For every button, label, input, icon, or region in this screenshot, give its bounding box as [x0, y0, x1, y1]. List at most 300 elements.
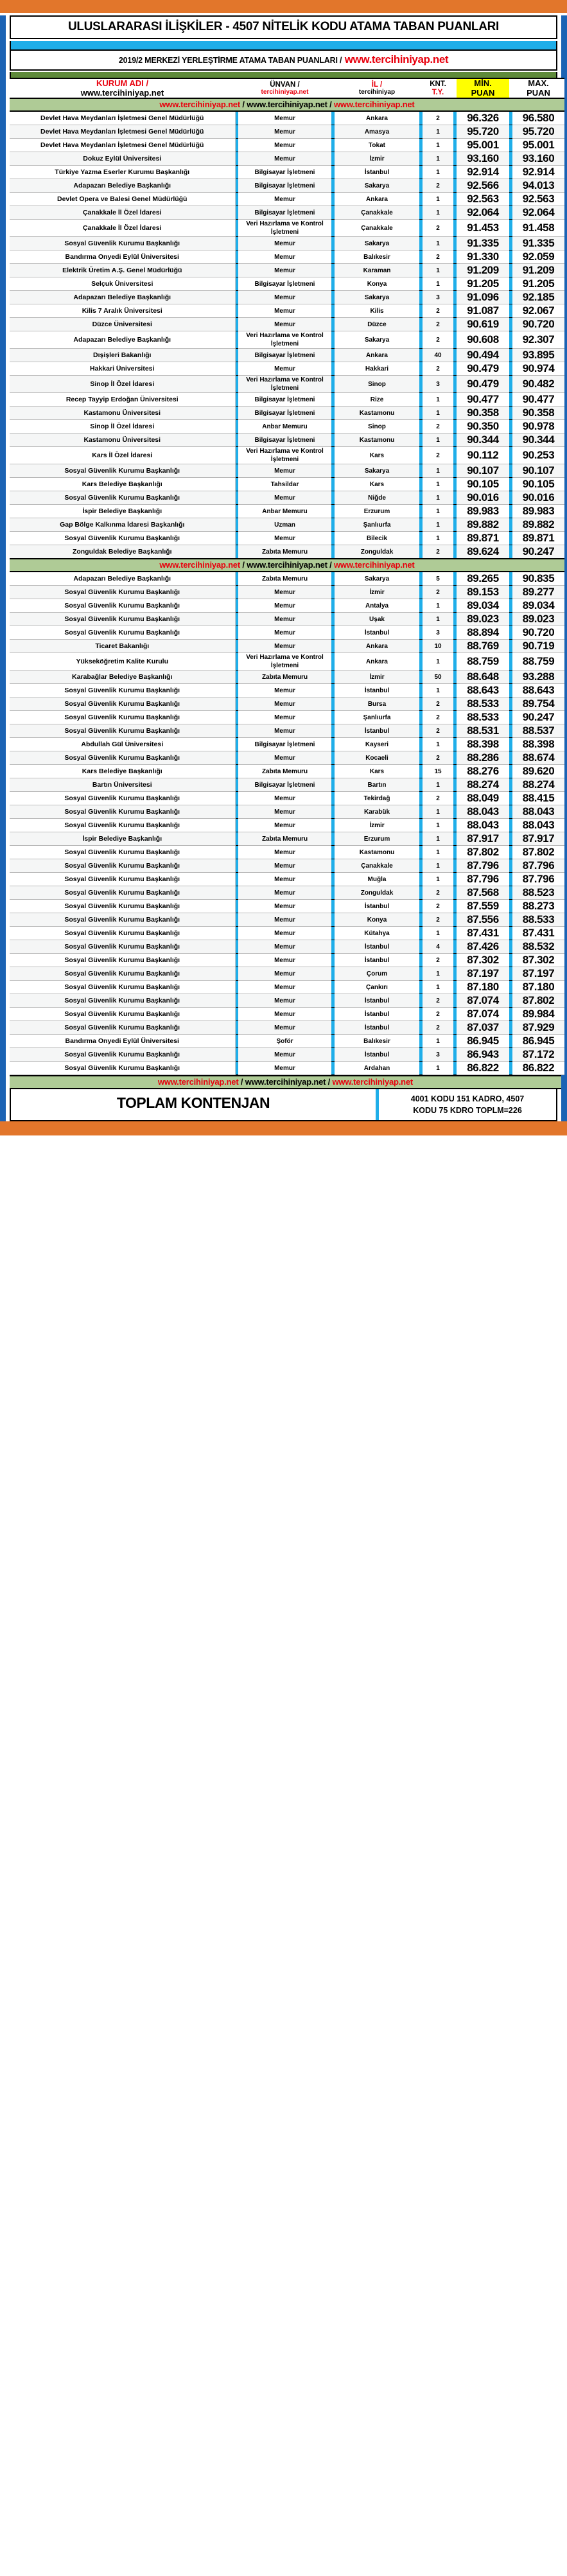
- cell-kurum: Sosyal Güvenlik Kurumu Başkanlığı: [10, 792, 235, 805]
- cell-kontenjan: 2: [423, 331, 453, 349]
- table-row[interactable]: [10, 994, 564, 1008]
- cell-kontenjan: 1: [423, 684, 453, 697]
- cell-min-puan: 87.302: [457, 954, 509, 967]
- ad-sep-1: /: [240, 100, 247, 110]
- cell-min-puan: 92.563: [457, 193, 509, 206]
- table-row[interactable]: [10, 125, 564, 139]
- cell-unvan: Memur: [238, 994, 331, 1008]
- table-row[interactable]: [10, 464, 564, 478]
- table-row[interactable]: [10, 331, 564, 349]
- content-frame: [0, 15, 567, 1121]
- cell-kontenjan: 15: [423, 765, 453, 778]
- table-row[interactable]: [10, 250, 564, 264]
- cell-unvan: Veri Hazırlama ve Kontrol İşletmeni: [238, 220, 331, 237]
- cell-il: Kütahya: [335, 927, 419, 940]
- cell-unvan: Memur: [238, 1008, 331, 1021]
- table-row[interactable]: [10, 152, 564, 166]
- table-row[interactable]: [10, 349, 564, 362]
- cell-min-puan: 88.043: [457, 819, 509, 832]
- cell-max-puan: 93.895: [512, 349, 564, 362]
- table-row[interactable]: [10, 532, 564, 545]
- cell-kurum: Sosyal Güvenlik Kurumu Başkanlığı: [10, 805, 235, 819]
- cell-unvan: Bilgisayar İşletmeni: [238, 277, 331, 291]
- cell-min-puan: 88.759: [457, 653, 509, 670]
- cell-min-puan: 90.479: [457, 376, 509, 393]
- col-header-min-puan: [457, 78, 509, 98]
- cell-kurum: Karabağlar Belediye Başkanlığı: [10, 670, 235, 684]
- table-row[interactable]: [10, 792, 564, 805]
- cell-il: İzmir: [335, 152, 419, 166]
- table-row[interactable]: [10, 220, 564, 237]
- table-row[interactable]: [10, 1062, 564, 1075]
- cell-max-puan: 95.001: [512, 139, 564, 152]
- cell-max-puan: 87.917: [512, 832, 564, 846]
- cell-kurum: Sosyal Güvenlik Kurumu Başkanlığı: [10, 724, 235, 738]
- table-row[interactable]: [10, 491, 564, 505]
- table-row[interactable]: [10, 613, 564, 626]
- cell-unvan: Memur: [238, 711, 331, 724]
- table-row[interactable]: [10, 724, 564, 738]
- cell-unvan: Memur: [238, 913, 331, 927]
- cell-kurum: Elektrik Üretim A.Ş. Genel Müdürlüğü: [10, 264, 235, 277]
- cell-max-puan: 87.929: [512, 1021, 564, 1035]
- col-header-unvan: [238, 78, 331, 98]
- table-row[interactable]: [10, 166, 564, 179]
- table-row[interactable]: [10, 318, 564, 331]
- cell-max-puan: 92.059: [512, 250, 564, 264]
- cell-kurum: Sosyal Güvenlik Kurumu Başkanlığı: [10, 981, 235, 994]
- cell-min-puan: 90.350: [457, 420, 509, 434]
- cell-kontenjan: 3: [423, 626, 453, 640]
- cell-max-puan: 87.802: [512, 846, 564, 859]
- cell-kontenjan: 2: [423, 111, 453, 125]
- cell-unvan: Memur: [238, 599, 331, 613]
- cell-il: Sakarya: [335, 464, 419, 478]
- cell-max-puan: 89.882: [512, 518, 564, 532]
- ad-link-2[interactable]: www.tercihiniyap.net: [247, 560, 327, 570]
- cell-min-puan: 90.344: [457, 434, 509, 447]
- cell-max-puan: 89.023: [512, 613, 564, 626]
- cell-max-puan: 87.431: [512, 927, 564, 940]
- cell-kurum: Yükseköğretim Kalite Kurulu: [10, 653, 235, 670]
- cell-il: Kocaeli: [335, 751, 419, 765]
- cell-unvan: Bilgisayar İşletmeni: [238, 393, 331, 407]
- cell-max-puan: 89.983: [512, 505, 564, 518]
- cell-kurum: Devlet Hava Meydanları İşletmesi Genel Müdürlüğü: [10, 111, 235, 125]
- table-row[interactable]: [10, 393, 564, 407]
- cell-unvan: Veri Hazırlama ve Kontrol İşletmeni: [238, 653, 331, 670]
- table-row[interactable]: [10, 179, 564, 193]
- ad-banner-row: [10, 1076, 561, 1089]
- cell-kontenjan: 4: [423, 940, 453, 954]
- col-header-unvan-line1: ÜNVAN /: [270, 80, 300, 89]
- table-row[interactable]: [10, 407, 564, 420]
- cell-kurum: Türkiye Yazma Eserler Kurumu Başkanlığı: [10, 166, 235, 179]
- cell-kurum: Zonguldak Belediye Başkanlığı: [10, 545, 235, 559]
- col-header-kurum-line2: www.tercihiniyap.net: [80, 87, 164, 98]
- table-row[interactable]: [10, 1035, 564, 1048]
- cell-min-puan: 87.556: [457, 913, 509, 927]
- cell-kurum: Devlet Opera ve Balesi Genel Müdürlüğü: [10, 193, 235, 206]
- cell-min-puan: 91.330: [457, 250, 509, 264]
- cell-unvan: Memur: [238, 873, 331, 886]
- cell-unvan: Tahsildar: [238, 478, 331, 491]
- table-row[interactable]: [10, 586, 564, 599]
- table-row[interactable]: [10, 626, 564, 640]
- cell-unvan: Anbar Memuru: [238, 420, 331, 434]
- cell-kurum: Sosyal Güvenlik Kurumu Başkanlığı: [10, 927, 235, 940]
- cell-min-puan: 90.107: [457, 464, 509, 478]
- cell-unvan: Memur: [238, 491, 331, 505]
- table-row[interactable]: [10, 954, 564, 967]
- cell-unvan: Memur: [238, 1062, 331, 1075]
- footer-banner-table: [10, 1075, 561, 1089]
- table-row[interactable]: [10, 277, 564, 291]
- table-body: [10, 98, 564, 1075]
- table-header-row: [10, 78, 564, 98]
- cell-min-puan: 87.917: [457, 832, 509, 846]
- table-row[interactable]: [10, 846, 564, 859]
- cell-il: İstanbul: [335, 994, 419, 1008]
- col-header-max-line1: MAX.: [528, 78, 549, 88]
- cell-il: İstanbul: [335, 684, 419, 697]
- cell-max-puan: 86.822: [512, 1062, 564, 1075]
- cell-kontenjan: 1: [423, 237, 453, 250]
- ad-link-3[interactable]: www.tercihiniyap.net: [332, 1077, 414, 1087]
- cell-kontenjan: 1: [423, 738, 453, 751]
- cell-il: Kastamonu: [335, 846, 419, 859]
- cell-max-puan: 88.043: [512, 819, 564, 832]
- cell-unvan: Memur: [238, 967, 331, 981]
- cell-min-puan: 92.914: [457, 166, 509, 179]
- table-row[interactable]: [10, 572, 564, 586]
- cell-kurum: Sosyal Güvenlik Kurumu Başkanlığı: [10, 900, 235, 913]
- cell-unvan: Şoför: [238, 1035, 331, 1048]
- cell-kurum: Sosyal Güvenlik Kurumu Başkanlığı: [10, 954, 235, 967]
- cell-il: Niğde: [335, 491, 419, 505]
- col-header-min-line1: MİN.: [474, 78, 492, 88]
- page-title: [10, 15, 557, 39]
- table-row[interactable]: [10, 967, 564, 981]
- cell-kurum: Bartın Üniversitesi: [10, 778, 235, 792]
- table-row[interactable]: [10, 420, 564, 434]
- cell-min-puan: 91.209: [457, 264, 509, 277]
- cell-kurum: Dokuz Eylül Üniversitesi: [10, 152, 235, 166]
- table-row[interactable]: [10, 886, 564, 900]
- ad-link-1[interactable]: www.tercihiniyap.net: [157, 1077, 239, 1087]
- table-row[interactable]: [10, 434, 564, 447]
- cell-unvan: Bilgisayar İşletmeni: [238, 407, 331, 420]
- cell-max-puan: 96.580: [512, 111, 564, 125]
- table-row[interactable]: [10, 505, 564, 518]
- ad-link-3[interactable]: www.tercihiniyap.net: [334, 560, 415, 570]
- cell-unvan: Memur: [238, 846, 331, 859]
- cell-min-puan: 90.016: [457, 491, 509, 505]
- cell-kontenjan: 1: [423, 407, 453, 420]
- cell-min-puan: 91.087: [457, 304, 509, 318]
- cell-kurum: Sosyal Güvenlik Kurumu Başkanlığı: [10, 586, 235, 599]
- cell-kurum: Adapazarı Belediye Başkanlığı: [10, 291, 235, 304]
- cell-kurum: Selçuk Üniversitesi: [10, 277, 235, 291]
- cell-min-puan: 95.720: [457, 125, 509, 139]
- cell-min-puan: 87.074: [457, 1008, 509, 1021]
- cell-min-puan: 90.608: [457, 331, 509, 349]
- subtitle-site-link[interactable]: www.tercihiniyap.net: [344, 53, 449, 66]
- cell-kurum: Sosyal Güvenlik Kurumu Başkanlığı: [10, 613, 235, 626]
- top-orange-bar: [0, 0, 567, 13]
- cell-il: Kilis: [335, 304, 419, 318]
- cell-unvan: Memur: [238, 362, 331, 376]
- cell-min-puan: 91.453: [457, 220, 509, 237]
- table-row[interactable]: [10, 819, 564, 832]
- ad-sep-1: /: [238, 1077, 245, 1087]
- cell-kurum: Sosyal Güvenlik Kurumu Başkanlığı: [10, 967, 235, 981]
- cell-min-puan: 90.479: [457, 362, 509, 376]
- cell-kurum: Kastamonu Üniversitesi: [10, 407, 235, 420]
- cell-unvan: Memur: [238, 613, 331, 626]
- cell-kurum: Sosyal Güvenlik Kurumu Başkanlığı: [10, 846, 235, 859]
- cell-min-puan: 87.431: [457, 927, 509, 940]
- cell-kurum: Kars Belediye Başkanlığı: [10, 478, 235, 491]
- cell-kontenjan: 1: [423, 1062, 453, 1075]
- cell-max-puan: 87.802: [512, 994, 564, 1008]
- table-row[interactable]: [10, 478, 564, 491]
- cell-il: Ankara: [335, 653, 419, 670]
- cell-unvan: Memur: [238, 125, 331, 139]
- cell-max-puan: 89.277: [512, 586, 564, 599]
- cell-unvan: Memur: [238, 1048, 331, 1062]
- table-row[interactable]: [10, 237, 564, 250]
- ad-link-1[interactable]: www.tercihiniyap.net: [159, 560, 240, 570]
- cell-max-puan: 90.016: [512, 491, 564, 505]
- cell-min-puan: 87.559: [457, 900, 509, 913]
- cell-kontenjan: 2: [423, 220, 453, 237]
- cell-kurum: Bandırma Onyedi Eylül Üniversitesi: [10, 1035, 235, 1048]
- cell-il: İzmir: [335, 819, 419, 832]
- table-row[interactable]: [10, 940, 564, 954]
- cell-kontenjan: 1: [423, 277, 453, 291]
- table-row[interactable]: [10, 765, 564, 778]
- ad-link-2[interactable]: www.tercihiniyap.net: [247, 100, 327, 110]
- cell-max-puan: 88.533: [512, 913, 564, 927]
- col-header-knt-line2: T.Y.: [432, 88, 444, 96]
- table-row[interactable]: [10, 111, 564, 125]
- table-row[interactable]: [10, 832, 564, 846]
- table-row[interactable]: [10, 206, 564, 220]
- table-row[interactable]: [10, 927, 564, 940]
- cell-il: Sakarya: [335, 291, 419, 304]
- cell-min-puan: 88.531: [457, 724, 509, 738]
- cell-kontenjan: 1: [423, 518, 453, 532]
- table-row[interactable]: [10, 684, 564, 697]
- cell-min-puan: 90.477: [457, 393, 509, 407]
- cell-unvan: Anbar Memuru: [238, 505, 331, 518]
- cell-max-puan: 90.482: [512, 376, 564, 393]
- table-row[interactable]: [10, 873, 564, 886]
- cell-min-puan: 91.335: [457, 237, 509, 250]
- cell-min-puan: 87.426: [457, 940, 509, 954]
- cell-kontenjan: 1: [423, 505, 453, 518]
- cell-kurum: Sosyal Güvenlik Kurumu Başkanlığı: [10, 886, 235, 900]
- cell-kurum: Sosyal Güvenlik Kurumu Başkanlığı: [10, 464, 235, 478]
- cell-il: Balıkesir: [335, 250, 419, 264]
- cell-kurum: Kastamonu Üniversitesi: [10, 434, 235, 447]
- table-row[interactable]: [10, 193, 564, 206]
- page-title-text: ULUSLARARASI İLİŞKİLER - 4507 NİTELİK KODU ATAMA TABAN PUANLARI: [67, 20, 500, 33]
- ad-banner-cell: [10, 559, 564, 572]
- cell-unvan: Bilgisayar İşletmeni: [238, 434, 331, 447]
- ad-sep-1: /: [240, 560, 247, 570]
- ad-banner-cell: [10, 98, 564, 111]
- table-row[interactable]: [10, 447, 564, 464]
- cell-max-puan: 90.719: [512, 640, 564, 653]
- cell-kontenjan: 2: [423, 994, 453, 1008]
- cell-kontenjan: 10: [423, 640, 453, 653]
- cell-il: Konya: [335, 913, 419, 927]
- cell-unvan: Bilgisayar İşletmeni: [238, 166, 331, 179]
- cell-kurum: Ticaret Bakanlığı: [10, 640, 235, 653]
- cell-kontenjan: 2: [423, 250, 453, 264]
- cell-unvan: Memur: [238, 751, 331, 765]
- cell-kontenjan: 1: [423, 599, 453, 613]
- cell-unvan: Veri Hazırlama ve Kontrol İşletmeni: [238, 376, 331, 393]
- cell-kurum: Çanakkale İl Özel İdaresi: [10, 206, 235, 220]
- table-row[interactable]: [10, 545, 564, 559]
- table-row[interactable]: [10, 805, 564, 819]
- cell-kurum: Sinop İl Özel İdaresi: [10, 420, 235, 434]
- cell-min-puan: 89.265: [457, 572, 509, 586]
- cell-kontenjan: 1: [423, 859, 453, 873]
- cell-kurum: Sosyal Güvenlik Kurumu Başkanlığı: [10, 697, 235, 711]
- cell-il: Zonguldak: [335, 545, 419, 559]
- cell-max-puan: 95.720: [512, 125, 564, 139]
- cyan-divider-strip: [10, 41, 557, 49]
- cell-il: Antalya: [335, 599, 419, 613]
- cell-kurum: Sosyal Güvenlik Kurumu Başkanlığı: [10, 1021, 235, 1035]
- subtitle-text: 2019/2 MERKEZİ YERLEŞTİRME ATAMA TABAN PUANLARI /: [118, 56, 342, 65]
- cell-unvan: Memur: [238, 684, 331, 697]
- cell-kurum: Abdullah Gül Üniversitesi: [10, 738, 235, 751]
- table-row[interactable]: [10, 139, 564, 152]
- cell-kontenjan: 1: [423, 778, 453, 792]
- cell-kontenjan: 2: [423, 900, 453, 913]
- cell-unvan: Uzman: [238, 518, 331, 532]
- cell-kontenjan: 1: [423, 491, 453, 505]
- cell-unvan: Bilgisayar İşletmeni: [238, 738, 331, 751]
- cell-max-puan: 88.273: [512, 900, 564, 913]
- table-row[interactable]: [10, 518, 564, 532]
- cell-il: İstanbul: [335, 166, 419, 179]
- table-row[interactable]: [10, 751, 564, 765]
- cell-il: Sakarya: [335, 179, 419, 193]
- cell-il: Sakarya: [335, 237, 419, 250]
- ad-link-1[interactable]: www.tercihiniyap.net: [159, 100, 240, 110]
- cell-kurum: Sosyal Güvenlik Kurumu Başkanlığı: [10, 819, 235, 832]
- cell-kurum: Dışişleri Bakanlığı: [10, 349, 235, 362]
- cell-min-puan: 87.074: [457, 994, 509, 1008]
- table-row[interactable]: [10, 900, 564, 913]
- cell-min-puan: 88.769: [457, 640, 509, 653]
- cell-min-puan: 96.326: [457, 111, 509, 125]
- cell-kontenjan: 1: [423, 819, 453, 832]
- cell-il: İstanbul: [335, 626, 419, 640]
- cell-unvan: Zabıta Memuru: [238, 572, 331, 586]
- table-row[interactable]: [10, 640, 564, 653]
- cell-kontenjan: 1: [423, 166, 453, 179]
- cell-min-puan: 86.822: [457, 1062, 509, 1075]
- total-quota-line2: KODU 75 KDRO TOPLM=226: [413, 1106, 522, 1116]
- cell-unvan: Memur: [238, 640, 331, 653]
- cell-max-puan: 88.532: [512, 940, 564, 954]
- cell-min-puan: 89.882: [457, 518, 509, 532]
- cell-max-puan: 91.458: [512, 220, 564, 237]
- table-row[interactable]: [10, 653, 564, 670]
- cell-kontenjan: 2: [423, 886, 453, 900]
- cell-kontenjan: 2: [423, 1021, 453, 1035]
- cell-min-puan: 88.274: [457, 778, 509, 792]
- table-row[interactable]: [10, 362, 564, 376]
- ad-link-2[interactable]: www.tercihiniyap.net: [245, 1077, 326, 1087]
- cell-kurum: Kars Belediye Başkanlığı: [10, 765, 235, 778]
- cell-max-puan: 92.185: [512, 291, 564, 304]
- cell-min-puan: 88.049: [457, 792, 509, 805]
- cell-il: Balıkesir: [335, 1035, 419, 1048]
- table-row[interactable]: [10, 913, 564, 927]
- cell-kontenjan: 2: [423, 954, 453, 967]
- cell-il: Hakkari: [335, 362, 419, 376]
- table-row[interactable]: [10, 711, 564, 724]
- cell-kontenjan: 2: [423, 420, 453, 434]
- table-row[interactable]: [10, 1008, 564, 1021]
- cell-kontenjan: 2: [423, 913, 453, 927]
- table-row[interactable]: [10, 291, 564, 304]
- table-row[interactable]: [10, 304, 564, 318]
- table-row[interactable]: [10, 1048, 564, 1062]
- cell-il: Çanakkale: [335, 859, 419, 873]
- table-row[interactable]: [10, 981, 564, 994]
- cell-min-puan: 86.943: [457, 1048, 509, 1062]
- table-row[interactable]: [10, 859, 564, 873]
- cell-min-puan: 88.043: [457, 805, 509, 819]
- cell-unvan: Memur: [238, 250, 331, 264]
- cell-unvan: Zabıta Memuru: [238, 832, 331, 846]
- table-row[interactable]: [10, 264, 564, 277]
- table-row[interactable]: [10, 376, 564, 393]
- table-row[interactable]: [10, 670, 564, 684]
- ad-link-3[interactable]: www.tercihiniyap.net: [334, 100, 415, 110]
- table-row[interactable]: [10, 697, 564, 711]
- cell-min-puan: 87.796: [457, 859, 509, 873]
- cell-kurum: Sosyal Güvenlik Kurumu Başkanlığı: [10, 237, 235, 250]
- cell-il: Ankara: [335, 349, 419, 362]
- cell-unvan: Memur: [238, 792, 331, 805]
- table-row[interactable]: [10, 738, 564, 751]
- cell-max-puan: 94.013: [512, 179, 564, 193]
- col-header-kurum: [10, 78, 235, 98]
- table-row[interactable]: [10, 1021, 564, 1035]
- table-row[interactable]: [10, 599, 564, 613]
- cell-max-puan: 89.754: [512, 697, 564, 711]
- green-divider-strip: [10, 72, 557, 78]
- cell-il: İstanbul: [335, 954, 419, 967]
- cell-kurum: İspir Belediye Başkanlığı: [10, 832, 235, 846]
- cell-max-puan: 92.067: [512, 304, 564, 318]
- cell-unvan: Bilgisayar İşletmeni: [238, 349, 331, 362]
- table-row[interactable]: [10, 778, 564, 792]
- cell-min-puan: 93.160: [457, 152, 509, 166]
- cell-max-puan: 90.344: [512, 434, 564, 447]
- cell-il: Rize: [335, 393, 419, 407]
